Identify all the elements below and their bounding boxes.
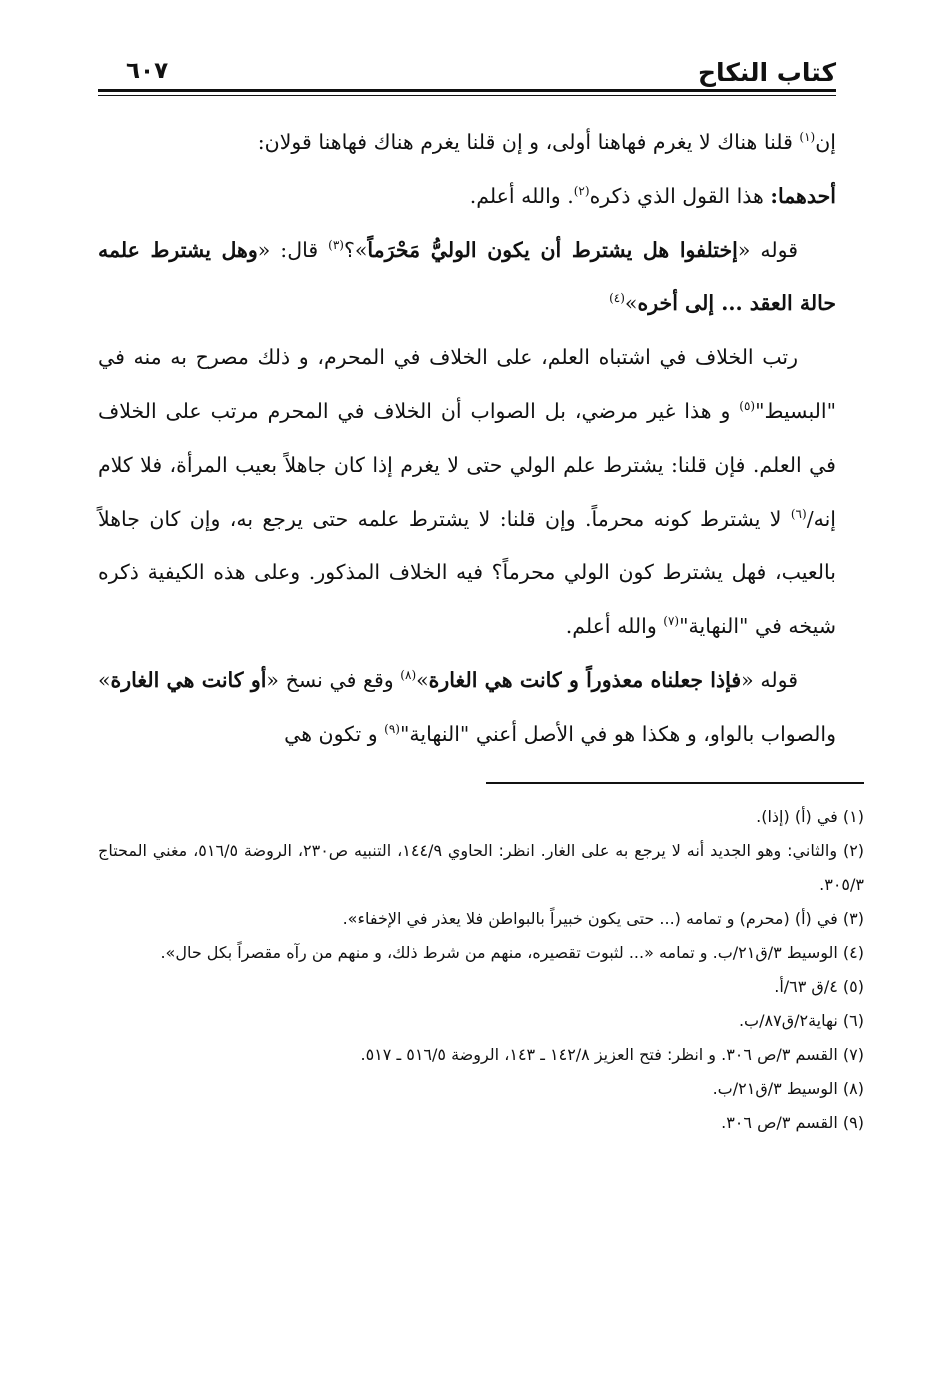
footnote: (٣) في (أ) (محرم) و تمامه (... حتى يكون خبيراً بالبواطن فلا يعذر في الإخفاء». xyxy=(342,909,864,928)
footnote-ref: (١) xyxy=(799,130,816,145)
footnote: (٥) ٤/ق ٦٣/أ. xyxy=(774,977,864,996)
footnotes xyxy=(98,800,864,1140)
paragraph xyxy=(98,224,836,332)
text-run: قال: « xyxy=(257,237,329,262)
footnote-ref: (٩) xyxy=(384,721,400,736)
footnote-ref: (٤) xyxy=(609,291,625,306)
text-run: » xyxy=(624,291,638,316)
footnote-separator xyxy=(486,782,864,784)
footnote-ref: (٨) xyxy=(400,668,417,683)
text-run: قوله « xyxy=(737,237,798,262)
page-number: ٦٠٧ xyxy=(126,58,169,84)
footnote-ref: (٥) xyxy=(739,399,756,414)
bold-lead: أحدهما: xyxy=(770,183,836,208)
paragraph xyxy=(98,331,836,654)
quoted-matn: أو كانت هي الغارة xyxy=(110,667,267,692)
text-run: هذا القول الذي ذكره xyxy=(589,183,771,208)
footnote: (١) في (أ) (إذا). xyxy=(756,807,864,826)
text-run: قوله « xyxy=(741,667,798,692)
footnote: (٩) القسم ٣/ص ٣٠٦. xyxy=(721,1113,864,1132)
main-text xyxy=(98,116,836,762)
text-run: قلنا هناك لا يغرم فهاهنا أولى، و إن قلنا يغرم هناك فهاهنا قولان: xyxy=(257,130,800,154)
paragraph xyxy=(98,170,836,224)
footnote-ref: (٣) xyxy=(328,237,344,252)
paragraph xyxy=(98,654,836,762)
paragraph xyxy=(98,116,836,170)
footnote: (٤) الوسيط ٣/ق٢١/ب. و تمامه «... لثبوت تقصيره، منهم من شرط ذلك، و منهم من رآه مقصراً بكل حال». xyxy=(160,943,864,962)
text-run: لا يشترط كونه محرماً. وإن قلنا: لا يشترط علمه حتى يرجع به، وإن كان جاهلاً بالعيب، فهل يشترط كون الولي محرماً؟ فيه الخلاف المذكور. وعلى هذه الكيفية ذكره شيخه في "النهاية" xyxy=(98,506,836,639)
footnote: (٧) القسم ٣/ص ٣٠٦. و انظر: فتح العزيز ١٤٢/٨ ـ ١٤٣، الروضة ٥١٦/٥ ـ ٥١٧. xyxy=(360,1045,864,1064)
text-run: وقع في نسخ « xyxy=(266,667,401,692)
footnote: (٨) الوسيط ٣/ق٢١/ب. xyxy=(712,1079,864,1098)
footnote-ref: (٢) xyxy=(573,183,590,198)
text-run: » والصواب بالواو، و هكذا هو في الأصل أعني "النهاية" xyxy=(98,667,836,746)
footnote-ref: (٦) xyxy=(790,506,807,521)
header-rule-thin xyxy=(98,95,836,96)
text-run: . والله أعلم. xyxy=(469,183,574,208)
text-run: إن xyxy=(815,130,836,154)
text-run: و تكون هي xyxy=(284,721,385,746)
header-rule-thick xyxy=(98,89,836,92)
quoted-matn: إختلفوا هل يشترط أن يكون الوليُّ مَحْرَماً xyxy=(367,237,738,262)
footnote: (٦) نهاية٢/ق٨٧/ب. xyxy=(738,1011,864,1030)
text-run: » xyxy=(416,667,429,692)
text-run: والله أعلم. xyxy=(565,614,664,639)
running-title: كتاب النكاح xyxy=(697,58,836,87)
text-run: و هذا غير مرضي، بل الصواب أن الخلاف في المحرم مرتب على الخلاف في العلم. فإن قلنا: يشترط علم الولي حتى لا يغرم إذا كان جاهلاً بعيب المرأة، فلا كلام إنه/ xyxy=(98,398,836,531)
quoted-matn: فإذا جعلناه معذوراً و كانت هي الغارة xyxy=(428,667,742,692)
footnote: (٢) والثاني: وهو الجديد أنه لا يرجع به على الغار. انظر: الحاوي ١٤٤/٩، التنبيه ص٢٣٠، الروضة ٥١٦/٥، مغني المحتاج ٣٠٥/٣. xyxy=(98,841,865,894)
footnote-ref: (٧) xyxy=(663,614,680,629)
text-run: »؟ xyxy=(343,237,368,262)
text-run: رتب الخلاف في اشتباه العلم، على الخلاف في المحرم، و ذلك مصرح به منه في "البسيط" xyxy=(98,345,836,423)
quoted-matn: وهل يشترط علمه حالة العقد ... إلى أخره xyxy=(98,237,836,316)
page-header xyxy=(98,50,836,92)
